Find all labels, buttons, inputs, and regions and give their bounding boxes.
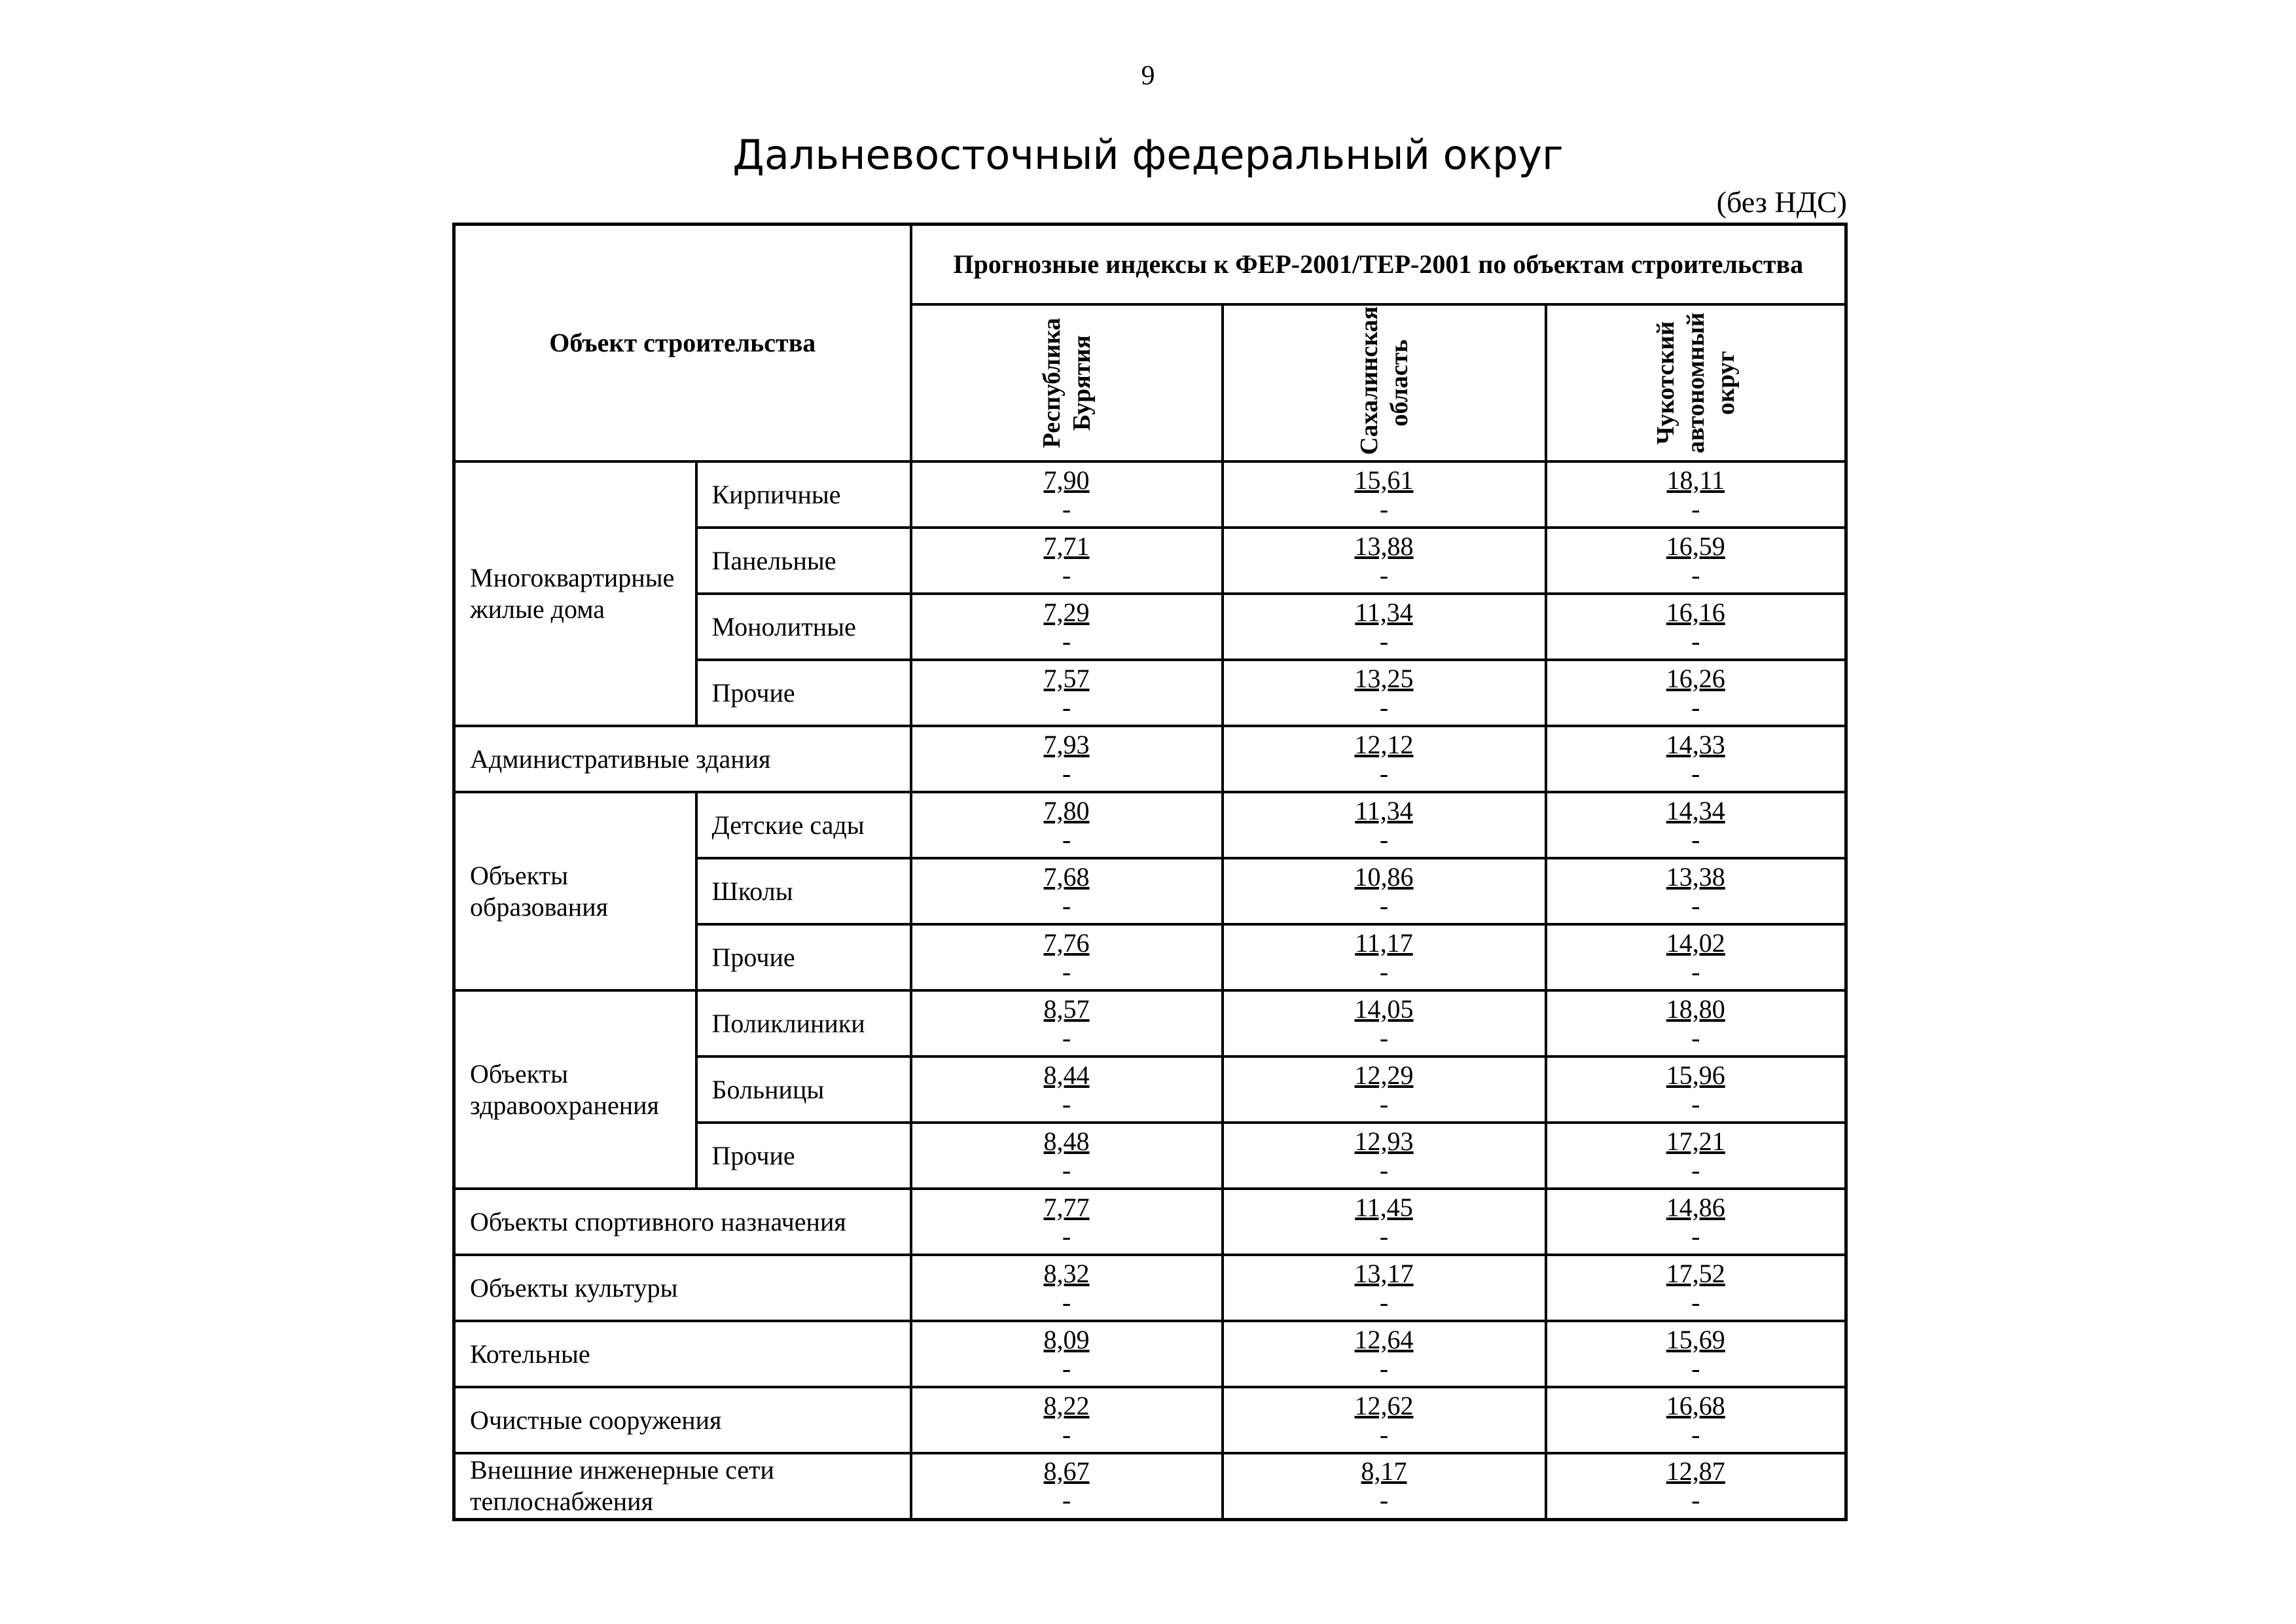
index-value: 8,09 xyxy=(1043,1324,1090,1354)
index-table xyxy=(452,223,1848,1521)
index-subvalue: - xyxy=(1379,1419,1389,1449)
index-value-cell xyxy=(1546,858,1846,924)
table-row xyxy=(454,461,1846,528)
index-subvalue: - xyxy=(1379,560,1389,590)
index-value-cell xyxy=(911,528,1223,594)
table-body xyxy=(454,461,1846,1519)
index-value: 7,93 xyxy=(1043,729,1090,759)
index-value: 16,59 xyxy=(1666,531,1725,561)
header-region-buryatia xyxy=(911,304,1223,461)
index-value: 8,67 xyxy=(1043,1456,1090,1487)
index-subvalue: - xyxy=(1379,1287,1389,1317)
index-subvalue: - xyxy=(1379,1221,1389,1251)
category-label: Многоквартирные жилые дома xyxy=(454,461,696,726)
index-value-cell xyxy=(911,1321,1223,1387)
subcategory-label: Школы xyxy=(696,858,911,924)
index-value-cell xyxy=(1546,1387,1846,1453)
category-label: Объекты спортивного назначения xyxy=(454,1189,911,1255)
index-subvalue: - xyxy=(1691,890,1700,920)
index-subvalue: - xyxy=(1379,1155,1389,1185)
index-value-cell xyxy=(1223,1453,1546,1519)
index-subvalue: - xyxy=(1062,1089,1071,1119)
header-region-chukotka xyxy=(1546,304,1846,461)
index-value-cell xyxy=(911,1387,1223,1453)
category-label: Административные здания xyxy=(454,726,911,792)
table-row xyxy=(454,1189,1846,1255)
index-value-cell xyxy=(911,461,1223,528)
index-value-cell xyxy=(1223,792,1546,858)
index-subvalue: - xyxy=(1691,1353,1700,1383)
index-value: 15,96 xyxy=(1666,1060,1725,1090)
index-value-cell xyxy=(1223,990,1546,1056)
page-number: 9 xyxy=(1141,61,1155,91)
index-value-cell xyxy=(1223,1321,1546,1387)
index-subvalue: - xyxy=(1062,1353,1071,1383)
index-value: 8,17 xyxy=(1361,1456,1407,1487)
subcategory-label: Больницы xyxy=(696,1056,911,1123)
index-subvalue: - xyxy=(1062,560,1071,590)
index-value-cell xyxy=(911,792,1223,858)
index-subvalue: - xyxy=(1062,1221,1071,1251)
index-subvalue: - xyxy=(1691,1155,1700,1185)
index-subvalue: - xyxy=(1379,890,1389,920)
index-value-cell xyxy=(911,1123,1223,1189)
index-subvalue: - xyxy=(1379,494,1389,524)
table-row xyxy=(454,1453,1846,1519)
index-subvalue: - xyxy=(1062,1485,1071,1515)
index-value-cell xyxy=(911,660,1223,726)
index-value-cell xyxy=(911,1189,1223,1255)
index-value: 14,86 xyxy=(1666,1192,1725,1222)
subcategory-label: Прочие xyxy=(696,1123,911,1189)
index-value-cell xyxy=(1546,726,1846,792)
index-value: 12,62 xyxy=(1354,1390,1414,1420)
index-value: 7,76 xyxy=(1043,928,1090,958)
index-value: 12,29 xyxy=(1354,1060,1414,1090)
index-value-cell xyxy=(1546,594,1846,660)
vat-note: (без НДС) xyxy=(1716,185,1847,219)
index-value-cell xyxy=(911,1453,1223,1519)
index-subvalue: - xyxy=(1062,1419,1071,1449)
index-value: 16,68 xyxy=(1666,1390,1725,1420)
category-label: Котельные xyxy=(454,1321,911,1387)
index-value-cell xyxy=(1223,461,1546,528)
index-value: 11,17 xyxy=(1355,928,1413,958)
index-value: 15,69 xyxy=(1666,1324,1725,1354)
index-value: 11,45 xyxy=(1355,1192,1413,1222)
index-value: 7,80 xyxy=(1043,795,1090,825)
index-subvalue: - xyxy=(1691,1287,1700,1317)
index-value: 12,64 xyxy=(1354,1324,1414,1354)
table-row xyxy=(454,1255,1846,1321)
index-subvalue: - xyxy=(1691,956,1700,986)
index-value-cell xyxy=(1546,1453,1846,1519)
index-subvalue: - xyxy=(1691,560,1700,590)
index-value-cell xyxy=(1223,1189,1546,1255)
category-label: Объекты здравоохранения xyxy=(454,990,696,1189)
index-subvalue: - xyxy=(1691,824,1700,854)
index-value: 13,17 xyxy=(1354,1258,1414,1288)
index-subvalue: - xyxy=(1062,692,1071,722)
index-value: 17,21 xyxy=(1666,1126,1725,1156)
index-value: 14,02 xyxy=(1666,928,1725,958)
index-value-cell xyxy=(911,858,1223,924)
index-value: 15,61 xyxy=(1354,465,1414,495)
index-subvalue: - xyxy=(1062,1155,1071,1185)
index-subvalue: - xyxy=(1379,1022,1389,1053)
index-subvalue: - xyxy=(1379,626,1389,656)
index-value: 16,16 xyxy=(1666,597,1725,627)
index-value: 13,25 xyxy=(1354,663,1414,693)
subcategory-label: Прочие xyxy=(696,924,911,990)
index-subvalue: - xyxy=(1379,1485,1389,1515)
index-value: 13,38 xyxy=(1666,861,1725,892)
index-value: 14,34 xyxy=(1666,795,1725,825)
index-subvalue: - xyxy=(1691,626,1700,656)
index-subvalue: - xyxy=(1691,692,1700,722)
index-subvalue: - xyxy=(1062,956,1071,986)
index-value-cell xyxy=(1546,990,1846,1056)
header-region-sakhalin xyxy=(1223,304,1546,461)
index-value-cell xyxy=(1223,1387,1546,1453)
table-row xyxy=(454,1387,1846,1453)
subcategory-label: Монолитные xyxy=(696,594,911,660)
index-subvalue: - xyxy=(1062,890,1071,920)
index-subvalue: - xyxy=(1691,1221,1700,1251)
index-value-cell xyxy=(911,594,1223,660)
index-subvalue: - xyxy=(1062,1022,1071,1053)
index-subvalue: - xyxy=(1691,494,1700,524)
index-value-cell xyxy=(1546,461,1846,528)
index-value-cell xyxy=(911,726,1223,792)
index-subvalue: - xyxy=(1062,824,1071,854)
subcategory-label: Панельные xyxy=(696,528,911,594)
index-value-cell xyxy=(1546,660,1846,726)
subcategory-label: Кирпичные xyxy=(696,461,911,528)
index-value-cell xyxy=(1546,528,1846,594)
index-value-cell xyxy=(911,1255,1223,1321)
index-subvalue: - xyxy=(1062,758,1071,788)
index-value-cell xyxy=(1223,594,1546,660)
header-object: Объект строительства xyxy=(454,225,911,462)
index-subvalue: - xyxy=(1379,1353,1389,1383)
index-value-cell xyxy=(1223,528,1546,594)
index-value: 8,22 xyxy=(1043,1390,1090,1420)
region-label: Сахалинская область xyxy=(1355,306,1413,455)
index-value: 17,52 xyxy=(1666,1258,1725,1288)
index-value-cell xyxy=(1223,1255,1546,1321)
index-subvalue: - xyxy=(1379,824,1389,854)
index-subvalue: - xyxy=(1691,1089,1700,1119)
index-value: 11,34 xyxy=(1355,795,1413,825)
index-value-cell xyxy=(1223,1123,1546,1189)
table-row xyxy=(454,792,1846,858)
index-subvalue: - xyxy=(1379,758,1389,788)
index-subvalue: - xyxy=(1379,692,1389,722)
category-label: Объекты культуры xyxy=(454,1255,911,1321)
index-value-cell xyxy=(1546,1123,1846,1189)
index-subvalue: - xyxy=(1379,956,1389,986)
index-value: 8,57 xyxy=(1043,994,1090,1024)
category-label: Внешние инженерные сети теплоснабжения xyxy=(454,1453,911,1519)
index-subvalue: - xyxy=(1691,1485,1700,1515)
index-value-cell xyxy=(1546,1321,1846,1387)
index-value-cell xyxy=(1223,726,1546,792)
index-value: 7,77 xyxy=(1043,1192,1090,1222)
page-title: Дальневосточный федеральный округ xyxy=(732,131,1564,179)
index-subvalue: - xyxy=(1691,1419,1700,1449)
region-label: Республика Бурятия xyxy=(1037,317,1096,448)
index-subvalue: - xyxy=(1379,1089,1389,1119)
table-row xyxy=(454,990,1846,1056)
subcategory-label: Прочие xyxy=(696,660,911,726)
category-label: Объекты образования xyxy=(454,792,696,990)
index-value: 7,90 xyxy=(1043,465,1090,495)
index-value: 14,05 xyxy=(1354,994,1414,1024)
index-value-cell xyxy=(1546,1056,1846,1123)
index-value: 8,44 xyxy=(1043,1060,1090,1090)
index-value: 7,68 xyxy=(1043,861,1090,892)
index-subvalue: - xyxy=(1062,494,1071,524)
index-value-cell xyxy=(911,924,1223,990)
index-value: 16,26 xyxy=(1666,663,1725,693)
table-row xyxy=(454,1321,1846,1387)
index-value: 12,93 xyxy=(1354,1126,1414,1156)
subcategory-label: Поликлиники xyxy=(696,990,911,1056)
index-value-cell xyxy=(1223,858,1546,924)
index-value: 8,48 xyxy=(1043,1126,1090,1156)
category-label: Очистные сооружения xyxy=(454,1387,911,1453)
index-value: 7,57 xyxy=(1043,663,1090,693)
index-value: 13,88 xyxy=(1354,531,1414,561)
index-value-cell xyxy=(1223,924,1546,990)
index-value: 18,80 xyxy=(1666,994,1725,1024)
index-subvalue: - xyxy=(1062,1287,1071,1317)
index-value-cell xyxy=(1223,660,1546,726)
index-value: 12,87 xyxy=(1666,1456,1725,1487)
index-value-cell xyxy=(911,1056,1223,1123)
region-label: Чукотский автономный округ xyxy=(1651,312,1740,454)
header-forecast-indices: Прогнозные индексы к ФЕР-2001/ТЕР-2001 по объектам строительства xyxy=(911,225,1846,305)
index-value: 12,12 xyxy=(1354,729,1414,759)
index-subvalue: - xyxy=(1691,758,1700,788)
index-value-cell xyxy=(1546,924,1846,990)
index-value: 10,86 xyxy=(1354,861,1414,892)
table-row xyxy=(454,726,1846,792)
index-value-cell xyxy=(911,990,1223,1056)
index-value-cell xyxy=(1223,1056,1546,1123)
index-subvalue: - xyxy=(1062,626,1071,656)
index-value-cell xyxy=(1546,1189,1846,1255)
subcategory-label: Детские сады xyxy=(696,792,911,858)
index-value-cell xyxy=(1546,1255,1846,1321)
index-subvalue: - xyxy=(1691,1022,1700,1053)
index-value: 18,11 xyxy=(1666,465,1725,495)
index-value: 11,34 xyxy=(1355,597,1413,627)
index-value-cell xyxy=(1546,792,1846,858)
index-value: 7,29 xyxy=(1043,597,1090,627)
index-value: 14,33 xyxy=(1666,729,1725,759)
index-value: 8,32 xyxy=(1043,1258,1090,1288)
index-value: 7,71 xyxy=(1043,531,1090,561)
